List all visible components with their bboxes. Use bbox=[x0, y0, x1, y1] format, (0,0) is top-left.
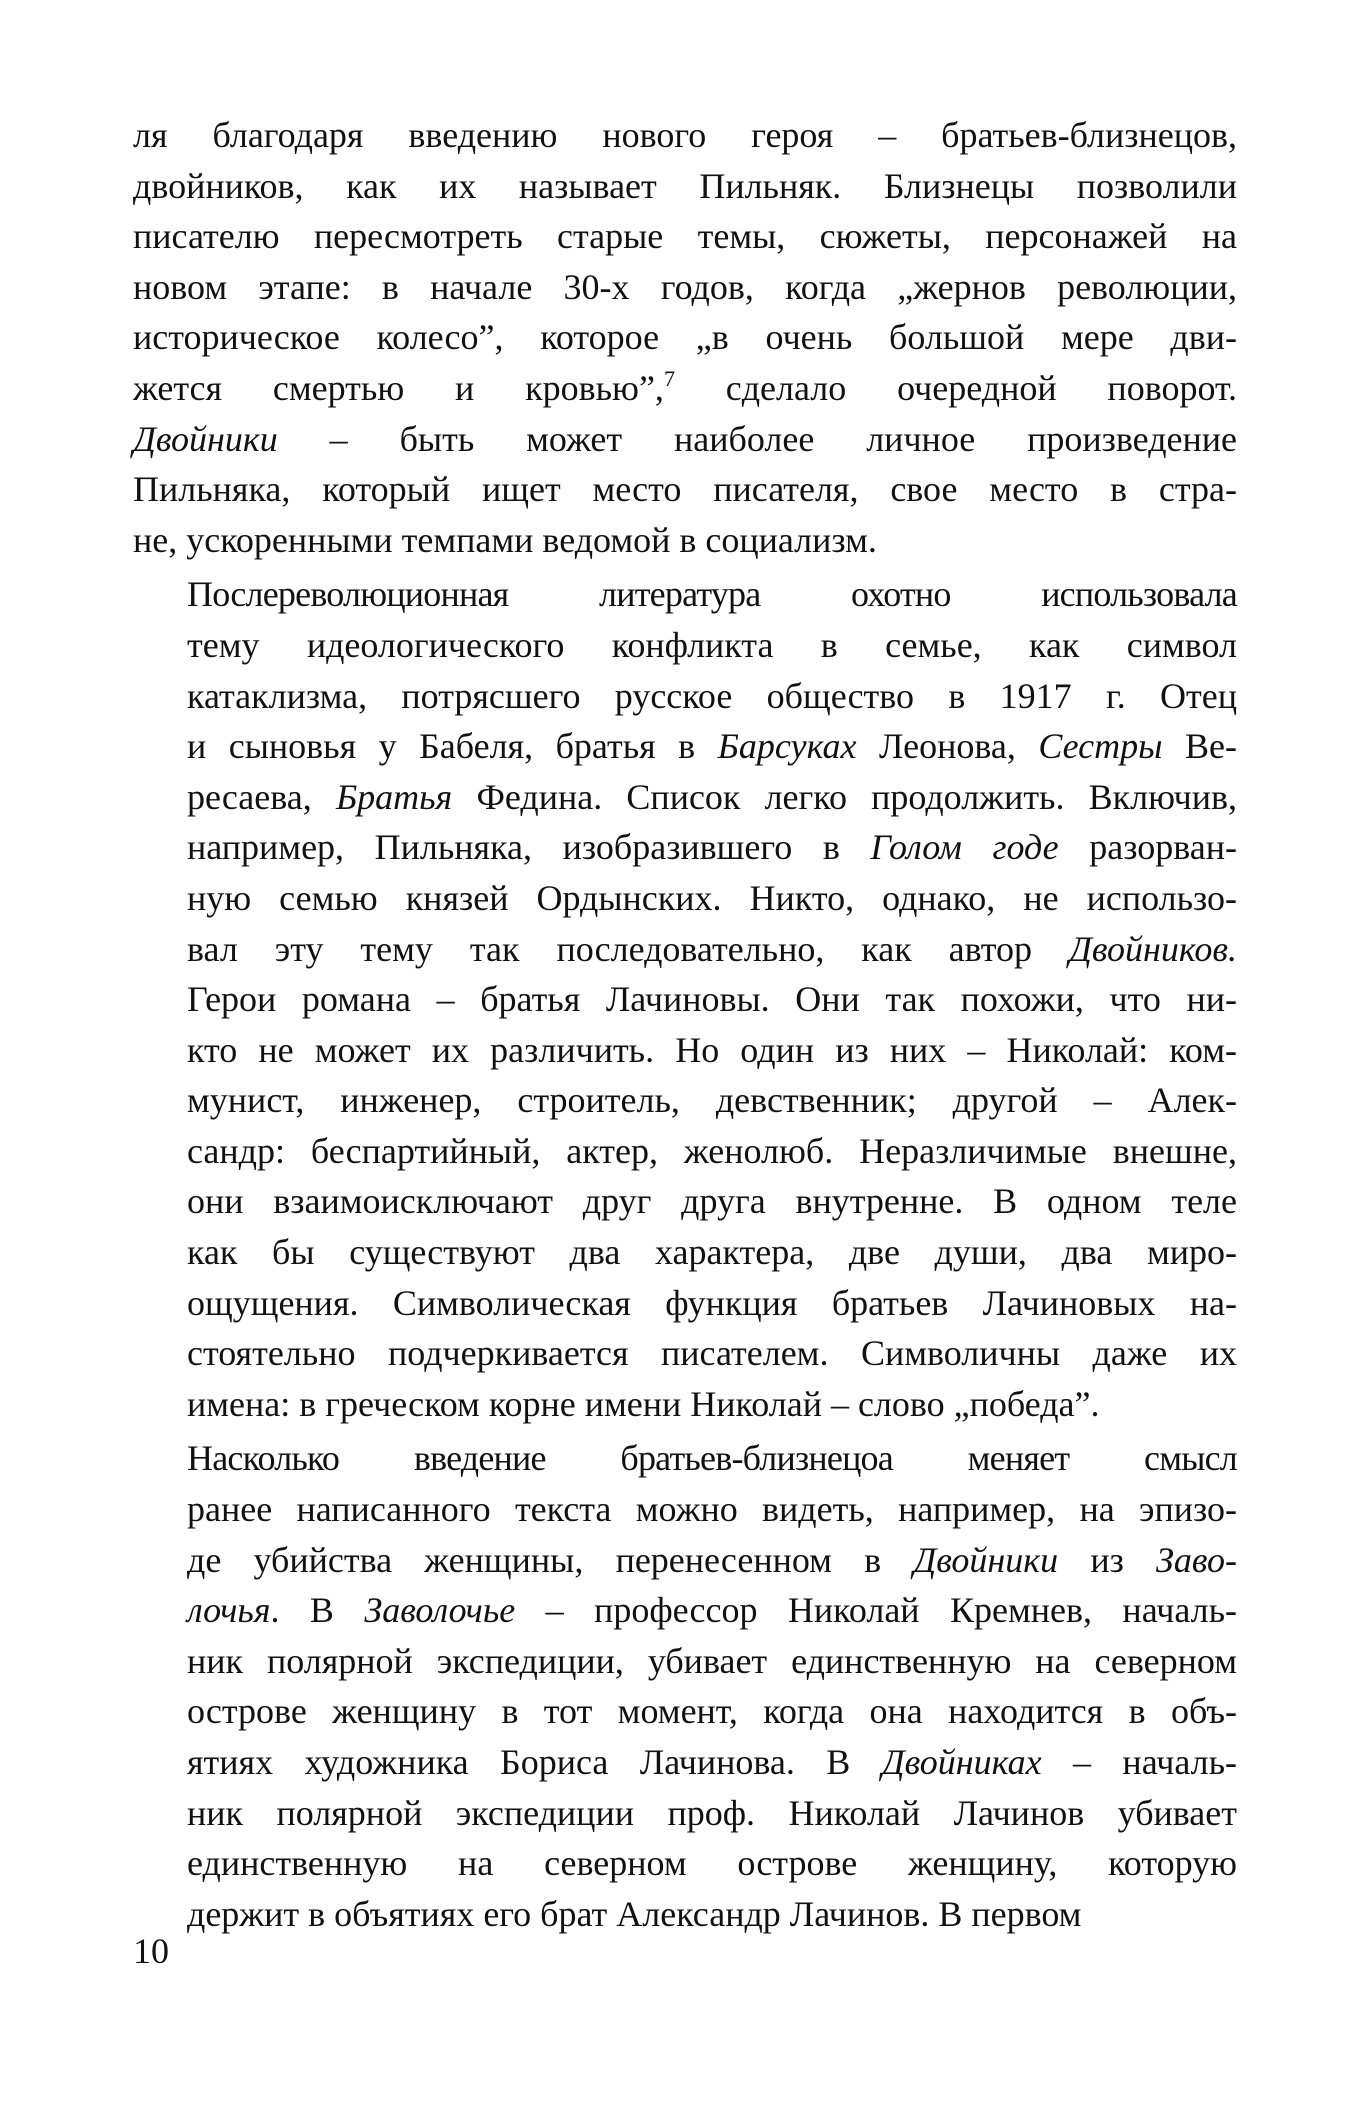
paragraph bbox=[133, 569, 1237, 1429]
text-run: они взаимоисключают друг друга внутренне. В одном теле bbox=[187, 1181, 1237, 1222]
italic-title: Барсуках bbox=[717, 726, 857, 767]
text-run: сандр: беспартийный, актер, женолюб. Неразличимые внешне, bbox=[187, 1130, 1237, 1171]
text-run: стоятельно подчеркивается писателем. Символичны даже их bbox=[187, 1333, 1237, 1374]
text-line bbox=[133, 1227, 1237, 1278]
text-line bbox=[133, 1433, 1237, 1484]
text-run: держит в объятиях его брат Александр Лачинов. В первом bbox=[187, 1893, 1082, 1934]
text-line bbox=[133, 1737, 1237, 1788]
text-line bbox=[133, 1585, 1237, 1636]
text-run: Насколько введение братьев-близнецоа меняет смысл bbox=[187, 1438, 1237, 1479]
text-line bbox=[133, 1075, 1237, 1126]
text-run: Ве- bbox=[1162, 726, 1237, 767]
text-run: жется смертью и кровью”, bbox=[133, 367, 664, 408]
italic-title: лочья bbox=[187, 1590, 271, 1631]
text-line bbox=[133, 1379, 1237, 1430]
text-run: ятиях художника Бориса Лачинова. В bbox=[187, 1742, 882, 1782]
text-run: писателю пересмотреть старые темы, сюжеты, персонажей на bbox=[133, 216, 1237, 257]
text-line bbox=[133, 1889, 1237, 1940]
text-run: Федина. Список легко продолжить. Включив, bbox=[452, 776, 1237, 817]
text-run: . В bbox=[270, 1590, 365, 1631]
text-line bbox=[133, 1788, 1237, 1839]
text-run: сделало очередной поворот. bbox=[674, 367, 1237, 408]
text-line bbox=[133, 1176, 1237, 1227]
text-line bbox=[133, 1838, 1237, 1889]
text-run: – быть может наиболее личное произведение bbox=[277, 418, 1237, 459]
text-line bbox=[133, 974, 1237, 1025]
text-run: историческое колесо”, которое „в очень большой мере дви- bbox=[133, 317, 1237, 358]
text-run: ную семью князей Ордынских. Никто, однако, не использо- bbox=[187, 877, 1237, 918]
text-line bbox=[133, 464, 1237, 515]
text-run: вал эту тему так последовательно, как автор bbox=[187, 928, 1069, 969]
text-line bbox=[133, 1025, 1237, 1076]
text-run: не, ускоренными темпами ведомой в социализм. bbox=[133, 519, 877, 560]
text-line bbox=[133, 924, 1237, 975]
text-line bbox=[133, 1126, 1237, 1177]
text-line bbox=[133, 1535, 1237, 1586]
text-run: ресаева, bbox=[187, 776, 336, 817]
text-run: де убийства женщины, перенесенном в bbox=[187, 1539, 914, 1580]
text-run: Леонова, bbox=[856, 726, 1039, 767]
text-run: мунист, инженер, строитель, девственник; другой – Алек- bbox=[187, 1080, 1237, 1121]
text-run: кто не может их различить. Но один из них – Николай: ком- bbox=[187, 1029, 1237, 1070]
text-run: и сыновья у Бабеля, братья в bbox=[187, 726, 718, 767]
text-run: новом этапе: в начале 30-х годов, когда „жернов революции, bbox=[133, 266, 1237, 307]
text-run: Послереволюционная литература охотно использовала bbox=[187, 574, 1237, 615]
text-line bbox=[133, 822, 1237, 873]
text-line bbox=[133, 1278, 1237, 1329]
page-number: 10 bbox=[133, 1931, 169, 1971]
italic-title: Заволочье bbox=[364, 1590, 516, 1631]
text-line bbox=[133, 1484, 1237, 1535]
text-line bbox=[133, 1686, 1237, 1737]
italic-title: Братья bbox=[335, 776, 453, 817]
text-run: из bbox=[1058, 1539, 1157, 1580]
text-run: Пильняка, который ищет место писателя, свое место в стра- bbox=[133, 469, 1237, 510]
text-line bbox=[133, 312, 1237, 363]
text-run: например, Пильняка, изобразившего в bbox=[187, 827, 871, 868]
text-line bbox=[133, 363, 1237, 414]
paragraph bbox=[133, 1433, 1237, 1939]
italic-title: Двойники bbox=[913, 1539, 1059, 1580]
text-line bbox=[133, 110, 1237, 161]
text-run: ранее написанного текста можно видеть, например, на эпизо- bbox=[187, 1489, 1237, 1530]
text-run: катаклизма, потрясшего русское общество в 1917 г. Отец bbox=[187, 675, 1237, 716]
text-line bbox=[133, 873, 1237, 924]
text-line bbox=[133, 620, 1237, 671]
page-body bbox=[133, 110, 1237, 1939]
text-run: – началь- bbox=[1041, 1742, 1237, 1782]
text-run: ник полярной экспедиции, убивает единственную на северном bbox=[187, 1640, 1237, 1681]
text-line bbox=[133, 671, 1237, 722]
italic-title: Голом годе bbox=[870, 827, 1059, 868]
italic-title: Двойниках bbox=[881, 1742, 1042, 1782]
text-run: как бы существуют два характера, две души, два миро- bbox=[187, 1232, 1237, 1273]
text-line bbox=[133, 515, 1237, 566]
text-run: ощущения. Символическая функция братьев Лачиновых на- bbox=[187, 1282, 1237, 1323]
italic-title: Сестры bbox=[1038, 726, 1163, 767]
text-run: острове женщину в тот момент, когда она находится в объ- bbox=[187, 1691, 1237, 1732]
text-run: тему идеологического конфликта в семье, как символ bbox=[187, 624, 1237, 665]
text-run: ник полярной экспедиции проф. Николай Лачинов убивает bbox=[187, 1792, 1237, 1833]
text-line bbox=[133, 414, 1237, 465]
text-line bbox=[133, 1328, 1237, 1379]
text-run: Герои романа – братья Лачиновы. Они так похожи, что ни- bbox=[187, 979, 1237, 1020]
text-run: имена: в греческом корне имени Николай – слово „победа”. bbox=[187, 1383, 1100, 1424]
text-line bbox=[133, 262, 1237, 313]
italic-title: Двойники bbox=[133, 418, 278, 459]
paragraph bbox=[133, 110, 1237, 565]
text-line bbox=[133, 721, 1237, 772]
text-run: единственную на северном острове женщину, которую bbox=[187, 1843, 1237, 1884]
text-run: двойников, как их называет Пильняк. Близнецы позволили bbox=[133, 165, 1237, 206]
text-line bbox=[133, 161, 1237, 212]
text-run: ля благодаря введению нового героя – братьев-близнецов, bbox=[133, 115, 1237, 155]
text-run: – профессор Николай Кремнев, началь- bbox=[515, 1590, 1238, 1631]
italic-title: Двойников. bbox=[1068, 928, 1237, 969]
footnote-ref: 7 bbox=[663, 365, 675, 391]
italic-title: Заво- bbox=[1156, 1539, 1237, 1580]
text-line bbox=[133, 569, 1237, 620]
text-line bbox=[133, 211, 1237, 262]
text-run: разорван- bbox=[1058, 827, 1237, 868]
text-line bbox=[133, 1636, 1237, 1687]
text-line bbox=[133, 772, 1237, 823]
